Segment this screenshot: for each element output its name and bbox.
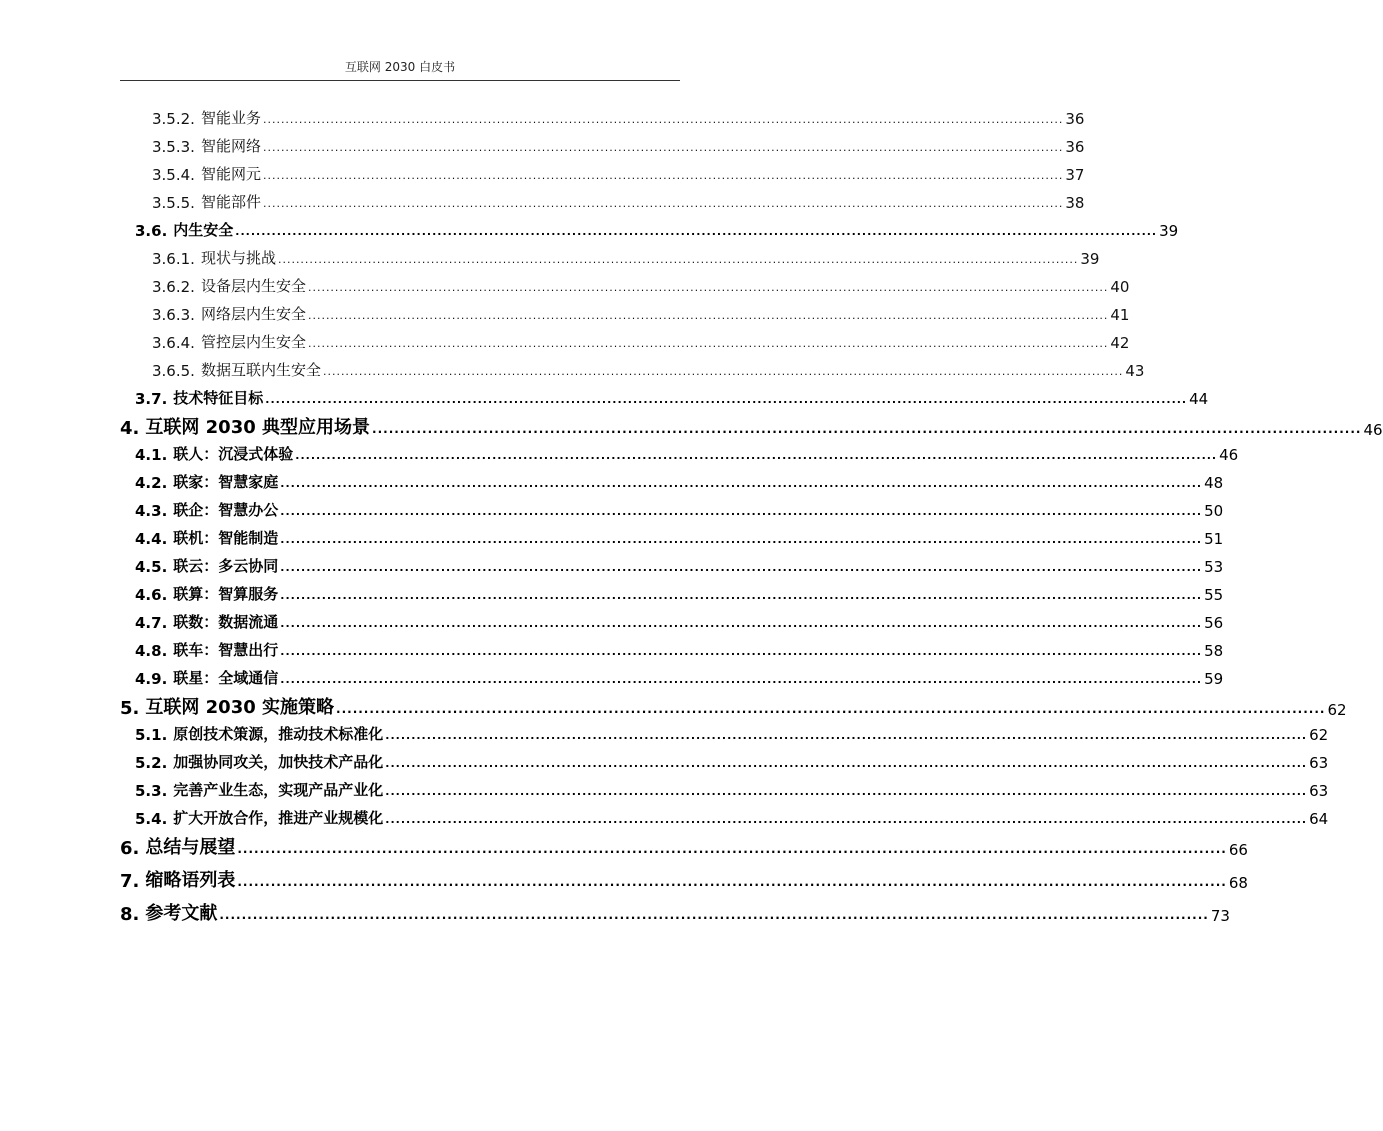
dot-leader: .................................................................................................................................................................................. — [280, 477, 1203, 490]
dot-leader: .................................................................................................................................................................................. — [280, 617, 1203, 630]
dot-leader: .................................................................................................................................................................................. — [280, 673, 1203, 686]
toc-page-number: 55 — [1204, 586, 1224, 604]
toc-entry[interactable] — [120, 833, 1248, 859]
toc-page-number: 62 — [1327, 701, 1347, 719]
toc-number: 7. — [120, 871, 140, 892]
dot-leader: .................................................................................................................................................................................. — [280, 533, 1203, 546]
toc-page-number: 64 — [1309, 810, 1329, 828]
dot-leader: .................................................................................................................................................................................. — [262, 141, 1064, 154]
dot-leader: .................................................................................................................................................................................. — [280, 589, 1203, 602]
toc-entry[interactable] — [135, 639, 1224, 660]
toc-page-number: 62 — [1309, 726, 1329, 744]
toc-number: 3.6. — [135, 222, 168, 240]
toc-entry[interactable] — [135, 667, 1224, 688]
toc-number: 3.6.2. — [152, 278, 195, 296]
toc-title: 联人：沉浸式体验 — [173, 445, 294, 463]
toc-number: 4.5. — [135, 558, 168, 576]
toc-number: 6. — [120, 838, 140, 859]
dot-leader: .................................................................................................................................................................................. — [385, 785, 1308, 798]
toc-entry[interactable] — [120, 693, 1347, 719]
toc-entry[interactable] — [135, 807, 1329, 828]
dot-leader: .................................................................................................................................................................................. — [322, 365, 1124, 378]
toc-page-number: 68 — [1228, 874, 1248, 892]
toc-title: 联企：智慧办公 — [173, 501, 279, 519]
toc-number: 4.2. — [135, 474, 168, 492]
toc-page-number: 51 — [1204, 530, 1224, 548]
toc-page-number: 42 — [1110, 334, 1130, 352]
dot-leader: .................................................................................................................................................................................. — [372, 422, 1362, 436]
dot-leader: .................................................................................................................................................................................. — [277, 253, 1079, 266]
toc-entry[interactable] — [135, 499, 1224, 520]
toc-page-number: 63 — [1309, 754, 1329, 772]
toc-entry[interactable] — [135, 723, 1329, 744]
toc-page-number: 38 — [1065, 194, 1085, 212]
toc-title: 加强协同攻关，加快技术产品化 — [173, 753, 384, 771]
toc-entry[interactable] — [152, 275, 1130, 296]
page-header: 互联网 2030 白皮书 — [344, 60, 456, 74]
toc-number: 5.3. — [135, 782, 168, 800]
dot-leader: .................................................................................................................................................................................. — [262, 197, 1064, 210]
toc-title: 设备层内生安全 — [200, 277, 306, 295]
toc-title: 互联网 2030 典型应用场景 — [145, 417, 371, 438]
toc-entry[interactable] — [152, 107, 1085, 128]
toc-entry[interactable] — [152, 135, 1085, 156]
dot-leader: .................................................................................................................................................................................. — [307, 337, 1109, 350]
toc-page-number: 58 — [1204, 642, 1224, 660]
dot-leader: .................................................................................................................................................................................. — [280, 561, 1203, 574]
toc-page-number: 44 — [1189, 390, 1209, 408]
toc-title: 联数：数据流通 — [173, 613, 279, 631]
toc-entry[interactable] — [152, 191, 1085, 212]
toc-page-number: 37 — [1065, 166, 1085, 184]
toc-title: 管控层内生安全 — [200, 333, 306, 351]
toc-title: 缩略语列表 — [145, 870, 236, 891]
toc-entry[interactable] — [135, 779, 1329, 800]
toc-entry[interactable] — [135, 583, 1224, 604]
toc-title: 智能网络 — [200, 137, 261, 155]
toc-entry[interactable] — [135, 611, 1224, 632]
dot-leader: .................................................................................................................................................................................. — [295, 449, 1218, 462]
toc-number: 3.6.3. — [152, 306, 195, 324]
toc-number: 3.5.3. — [152, 138, 195, 156]
toc-entry[interactable] — [135, 443, 1239, 464]
dot-leader: .................................................................................................................................................................................. — [262, 113, 1064, 126]
toc-entry[interactable] — [120, 413, 1383, 439]
toc-number: 4.9. — [135, 670, 168, 688]
toc-title: 联机：智能制造 — [173, 529, 279, 547]
toc-title: 互联网 2030 实施策略 — [145, 697, 335, 718]
dot-leader: .................................................................................................................................................................................. — [385, 757, 1308, 770]
dot-leader: .................................................................................................................................................................................. — [237, 842, 1227, 856]
toc-page-number: 40 — [1110, 278, 1130, 296]
toc-number: 4.7. — [135, 614, 168, 632]
toc-number: 3.5.4. — [152, 166, 195, 184]
toc-title: 联星：全域通信 — [173, 669, 279, 687]
toc-title: 内生安全 — [173, 221, 234, 239]
toc-title: 扩大开放合作，推进产业规模化 — [173, 809, 384, 827]
toc-entry[interactable] — [135, 527, 1224, 548]
toc-page-number: 53 — [1204, 558, 1224, 576]
toc-title: 数据互联内生安全 — [200, 361, 321, 379]
toc-page-number: 66 — [1228, 841, 1248, 859]
toc-title: 现状与挑战 — [200, 249, 276, 267]
dot-leader: .................................................................................................................................................................................. — [385, 813, 1308, 826]
toc-number: 4.3. — [135, 502, 168, 520]
dot-leader: .................................................................................................................................................................................. — [280, 645, 1203, 658]
toc-title: 总结与展望 — [145, 837, 236, 858]
toc-number: 8. — [120, 904, 140, 925]
toc-number: 5.1. — [135, 726, 168, 744]
dot-leader: .................................................................................................................................................................................. — [265, 393, 1188, 406]
toc-entry[interactable] — [152, 247, 1100, 268]
toc-page-number: 73 — [1210, 907, 1230, 925]
toc-number: 4.1. — [135, 446, 168, 464]
dot-leader: .................................................................................................................................................................................. — [280, 505, 1203, 518]
toc-title: 联算：智算服务 — [173, 585, 279, 603]
toc-number: 3.5.2. — [152, 110, 195, 128]
toc-page-number: 50 — [1204, 502, 1224, 520]
toc-title: 参考文献 — [145, 903, 218, 924]
toc-entry[interactable] — [152, 303, 1130, 324]
toc-entry[interactable] — [120, 866, 1248, 892]
toc-entry[interactable] — [135, 555, 1224, 576]
toc-title: 网络层内生安全 — [200, 305, 306, 323]
toc-page-number: 56 — [1204, 614, 1224, 632]
toc-title: 智能业务 — [200, 109, 261, 127]
toc-number: 4.4. — [135, 530, 168, 548]
toc-entry[interactable] — [120, 899, 1230, 925]
toc-page-number: 36 — [1065, 138, 1085, 156]
toc-page-number: 39 — [1080, 250, 1100, 268]
toc-number: 3.6.4. — [152, 334, 195, 352]
toc-title: 原创技术策源，推动技术标准化 — [173, 725, 384, 743]
toc-number: 3.7. — [135, 390, 168, 408]
dot-leader: .................................................................................................................................................................................. — [237, 875, 1227, 889]
toc-page-number: 48 — [1204, 474, 1224, 492]
dot-leader: .................................................................................................................................................................................. — [307, 309, 1109, 322]
toc-entry[interactable] — [135, 219, 1179, 240]
toc-page-number: 59 — [1204, 670, 1224, 688]
dot-leader: .................................................................................................................................................................................. — [235, 225, 1158, 238]
toc-number: 3.5.5. — [152, 194, 195, 212]
toc-page-number: 36 — [1065, 110, 1085, 128]
toc-number: 4. — [120, 418, 140, 439]
toc-page-number: 39 — [1159, 222, 1179, 240]
toc-number: 4.6. — [135, 586, 168, 604]
dot-leader: .................................................................................................................................................................................. — [219, 908, 1209, 922]
toc-title: 联家：智慧家庭 — [173, 473, 279, 491]
toc-entry[interactable] — [152, 163, 1085, 184]
toc-page-number: 46 — [1363, 421, 1383, 439]
toc-page-number: 63 — [1309, 782, 1329, 800]
toc-number: 4.8. — [135, 642, 168, 660]
toc-page-number: 41 — [1110, 306, 1130, 324]
toc-title: 智能网元 — [200, 165, 261, 183]
toc-entry[interactable] — [135, 751, 1329, 772]
toc-number: 5.4. — [135, 810, 168, 828]
toc-title: 完善产业生态，实现产品产业化 — [173, 781, 384, 799]
toc-page-number: 46 — [1219, 446, 1239, 464]
dot-leader: .................................................................................................................................................................................. — [262, 169, 1064, 182]
toc-title: 智能部件 — [200, 193, 261, 211]
header-divider — [120, 80, 680, 81]
toc-title: 联车：智慧出行 — [173, 641, 279, 659]
toc-entry[interactable] — [152, 359, 1145, 380]
dot-leader: .................................................................................................................................................................................. — [385, 729, 1308, 742]
dot-leader: .................................................................................................................................................................................. — [307, 281, 1109, 294]
toc-number: 5.2. — [135, 754, 168, 772]
toc-number: 3.6.5. — [152, 362, 195, 380]
dot-leader: .................................................................................................................................................................................. — [336, 702, 1326, 716]
toc-title: 技术特征目标 — [173, 389, 264, 407]
toc-page-number: 43 — [1125, 362, 1145, 380]
toc-number: 3.6.1. — [152, 250, 195, 268]
toc-entry[interactable] — [135, 387, 1209, 408]
toc-number: 5. — [120, 698, 140, 719]
toc-entry[interactable] — [135, 471, 1224, 492]
toc-title: 联云：多云协同 — [173, 557, 279, 575]
toc-entry[interactable] — [152, 331, 1130, 352]
